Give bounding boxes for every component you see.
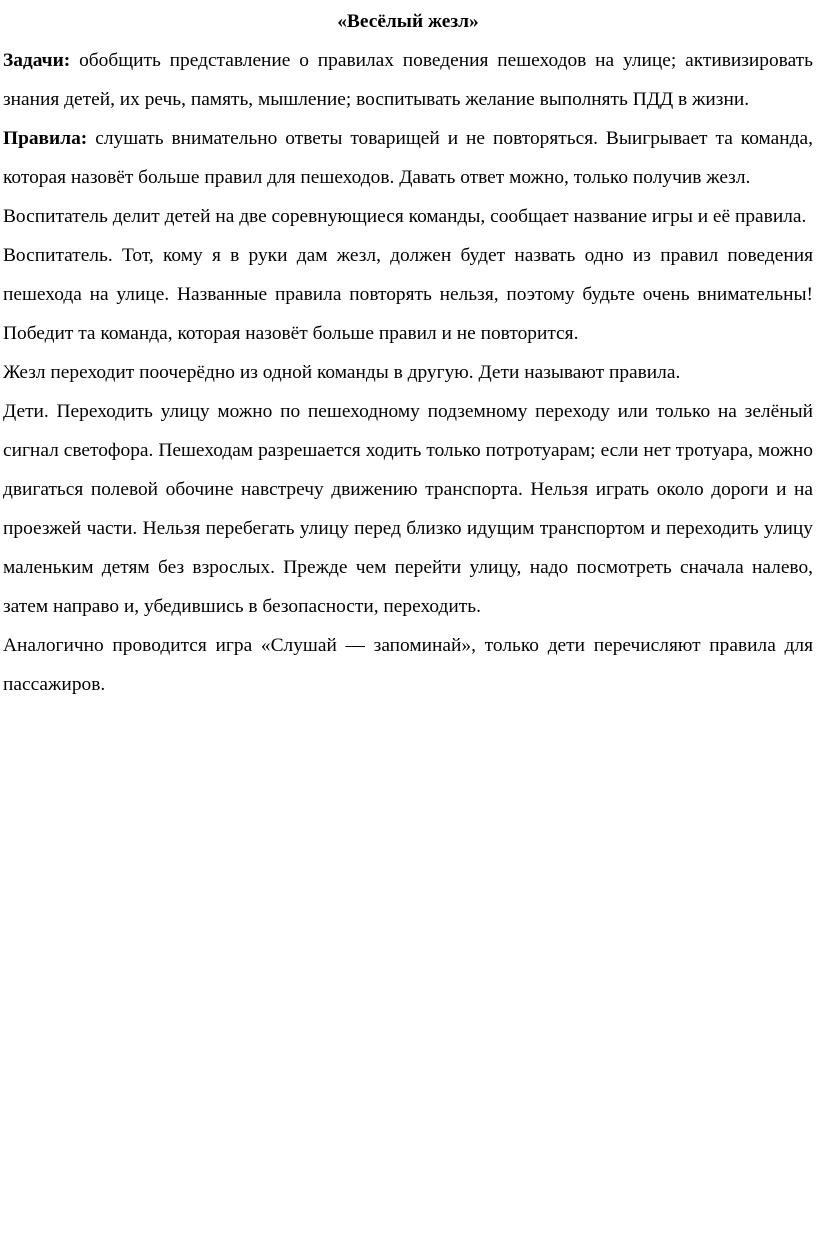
rules-label: Правила: [3,128,88,149]
rules-paragraph [3,119,813,197]
rules-text: слушать внимательно ответы товарищей и не повторяться. Выигрывает та команда, которая назовёт больше правил для пешеходов. Давать ответ можно, только получив жезл. [3,128,813,188]
paragraph-baton-passing: Жезл переходит поочерёдно из одной команды в другую. Дети называют правила. [3,362,681,383]
paragraph-analogous-game: Аналогично проводится игра «Слушай — запоминай», только дети перечисляют правила для пассажиров. [3,635,813,695]
paragraph-children-rules: Дети. Переходить улицу можно по пешеходному подземному переходу или только на зелёный сигнал светофора. Пешеходам разрешается ходить только потротуарам; если нет тротуара, можно двигаться полевой обочине навстречу движению транспорта. Нельзя играть около дороги и на проезжей части. Нельзя перебегать улицу перед близко идущим транспортом и переходить улицу маленьким детям без взрослых. Прежде чем перейти улицу, надо посмотреть сначала налево, затем направо и, убедившись в безопасности, переходить. [3,401,813,617]
tasks-label: Задачи: [3,50,71,71]
tasks-paragraph [3,41,813,119]
tasks-text: обобщить представление о правилах поведения пешеходов на улице; активизировать знания детей, их речь, память, мышление; воспитывать желание выполнять ПДД в жизни. [3,50,813,110]
document-page [3,2,813,704]
paragraph-team-division: Воспитатель делит детей на две соревнующиеся команды, сообщает название игры и её правила. [3,206,807,227]
paragraph-teacher-instructions: Воспитатель. Тот, кому я в руки дам жезл, должен будет назвать одно из правил поведения пешехода на улице. Названные правила повторять нельзя, поэтому будьте очень внимательны! Победит та команда, которая назовёт больше правил и не повторится. [3,245,813,344]
document-title: «Весёлый жезл» [337,11,479,32]
